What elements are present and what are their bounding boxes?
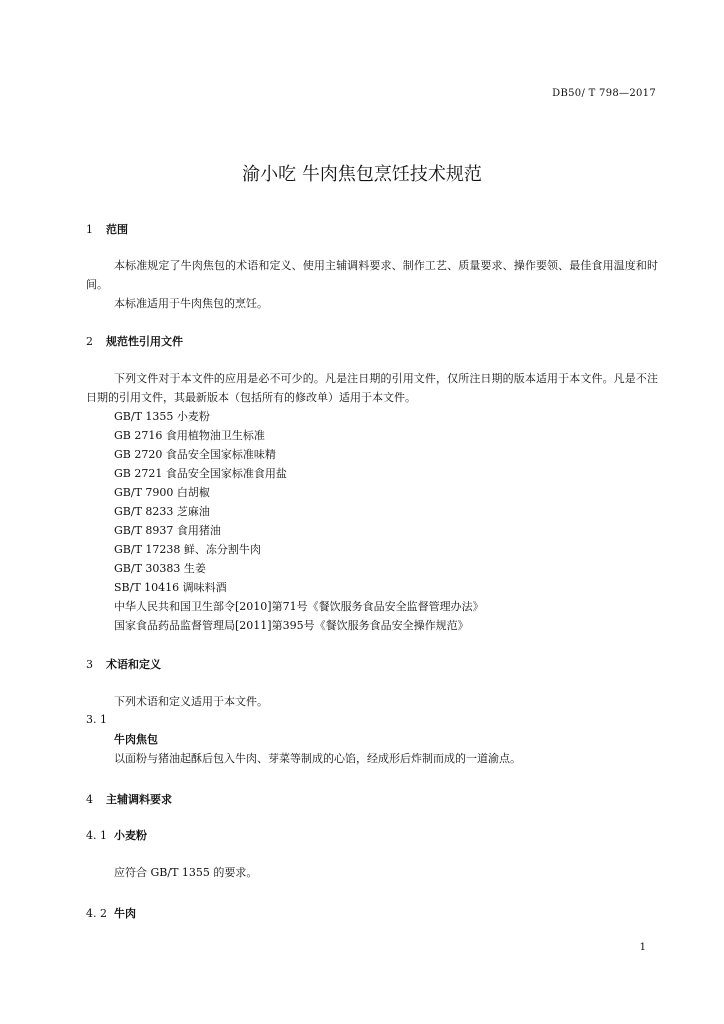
reference-item: GB/T 1355 小麦粉 (114, 410, 210, 423)
reference-item: GB/T 17238 鲜、冻分割牛肉 (114, 543, 261, 556)
reference-item: SB/T 10416 调味料酒 (114, 581, 227, 594)
page-number: 1 (639, 942, 646, 953)
reference-item: 国家食品药品监督管理局[2011]第395号《餐饮服务食品安全操作规范》 (114, 619, 469, 632)
term-name: 牛肉焦包 (114, 733, 158, 746)
reference-item: GB/T 8937 食用猪油 (114, 524, 221, 537)
document-title: 渝小吃 牛肉焦包烹饪技术规范 (242, 164, 482, 185)
subsection-4-1-heading (86, 827, 147, 843)
subsection-4-2-heading (86, 905, 136, 921)
subsection-title: 小麦粉 (114, 829, 147, 842)
term-number: 3. 1 (86, 713, 107, 726)
section-number: 3 (86, 658, 93, 671)
section-1-paragraph-1: 本标准规定了牛肉焦包的术语和定义、使用主辅调料要求、制作工艺、质量要求、操作要领、最佳食用温度和时间。 (86, 259, 658, 291)
reference-item: GB 2721 食品安全国家标准食用盐 (114, 467, 287, 480)
subsection-title: 牛肉 (114, 907, 136, 920)
reference-item: 中华人民共和国卫生部令[2010]第71号《餐饮服务食品安全监督管理办法》 (114, 600, 484, 613)
subsection-number: 4. 1 (86, 829, 107, 842)
subsection-number: 4. 2 (86, 907, 107, 920)
section-1-heading (86, 221, 128, 237)
section-1-paragraph-2: 本标准适用于牛肉焦包的烹饪。 (114, 297, 268, 310)
reference-item: GB/T 8233 芝麻油 (114, 505, 210, 518)
section-number: 2 (86, 335, 93, 348)
subsection-4-1-text: 应符合 GB/T 1355 的要求。 (114, 866, 258, 879)
section-4-heading (86, 791, 172, 807)
reference-item: GB/T 7900 白胡椒 (114, 486, 210, 499)
section-title: 规范性引用文件 (106, 335, 183, 348)
section-2-paragraph-1: 下列文件对于本文件的应用是必不可少的。凡是注日期的引用文件，仅所注日期的版本适用于本文件。凡是不注日期的引用文件，其最新版本（包括所有的修改单）适用于本文件。 (86, 372, 658, 404)
section-3-heading (86, 656, 161, 672)
section-title: 范围 (106, 223, 128, 236)
section-2-heading (86, 333, 183, 349)
section-3-paragraph-1: 下列术语和定义适用于本文件。 (114, 695, 268, 708)
reference-item: GB 2716 食用植物油卫生标准 (114, 429, 265, 442)
reference-item: GB/T 30383 生姜 (114, 562, 206, 575)
standard-code: DB50/ T 798—2017 (552, 88, 656, 99)
section-title: 主辅调料要求 (106, 793, 172, 806)
section-number: 4 (86, 793, 93, 806)
reference-item: GB 2720 食品安全国家标准味精 (114, 448, 276, 461)
section-number: 1 (86, 223, 93, 236)
term-definition: 以面粉与猪油起酥后包入牛肉、芽菜等制成的心馅，经成形后炸制而成的一道渝点。 (114, 752, 521, 765)
section-title: 术语和定义 (106, 658, 161, 671)
